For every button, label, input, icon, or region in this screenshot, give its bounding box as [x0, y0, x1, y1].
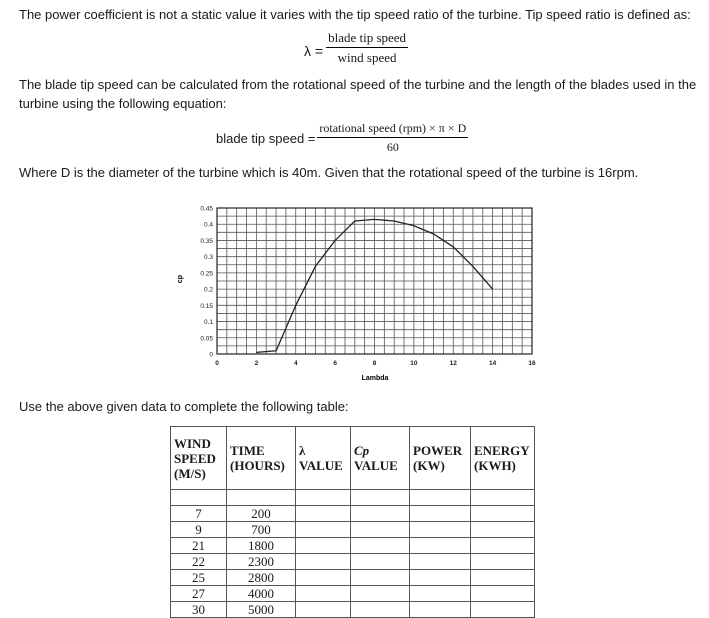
wind-speed-cell: 25	[171, 570, 227, 586]
table-row	[171, 602, 535, 618]
wind-speed-cell: 9	[171, 522, 227, 538]
table-row	[171, 554, 535, 570]
y-tick-label: 0.2	[203, 286, 213, 294]
time-cell: 2300	[227, 554, 296, 570]
cp-lambda-chart	[175, 193, 545, 388]
header-power: POWER (KW)	[410, 427, 471, 490]
fraction	[326, 30, 408, 66]
power-cell	[410, 602, 471, 618]
lambda-cell	[296, 570, 351, 586]
x-tick-labels	[215, 360, 536, 367]
wind-speed-cell: 7	[171, 506, 227, 522]
power-cell	[410, 570, 471, 586]
header-lambda-value: λ VALUE	[296, 427, 351, 490]
x-tick-label: 2	[254, 360, 259, 367]
y-tick-label: 0.1	[203, 319, 213, 327]
x-tick-label: 8	[372, 360, 377, 367]
energy-cell	[471, 586, 535, 602]
diameter-paragraph: Where D is the diameter of the turbine which is 40m. Given that the rotational speed of the turbine is 16rpm.	[19, 165, 639, 180]
wind-speed-cell: 21	[171, 538, 227, 554]
formula-lhs: blade tip speed =	[216, 130, 316, 146]
y-tick-label: 0	[209, 351, 213, 359]
y-tick-labels	[200, 206, 213, 359]
power-cell	[410, 586, 471, 602]
x-tick-label: 14	[489, 360, 497, 367]
time-cell: 5000	[227, 602, 296, 618]
x-axis-label: Lambda	[361, 375, 389, 382]
power-cell	[410, 506, 471, 522]
table-row	[171, 538, 535, 554]
time-cell: 1800	[227, 538, 296, 554]
lambda-cell	[296, 554, 351, 570]
y-tick-label: 0.3	[203, 254, 213, 262]
x-tick-label: 10	[410, 360, 418, 367]
y-tick-label: 0.4	[203, 221, 213, 229]
data-table	[170, 426, 535, 618]
power-cell	[410, 522, 471, 538]
table-body	[171, 506, 535, 618]
wind-speed-cell: 27	[171, 586, 227, 602]
tip-speed-ratio-formula	[304, 30, 408, 66]
blade-speed-paragraph: The blade tip speed can be calculated from the rotational speed of the turbine and the length of the blades used in the turbine using the following equation:	[19, 77, 697, 111]
energy-cell	[471, 602, 535, 618]
lambda-cell	[296, 522, 351, 538]
time-cell: 2800	[227, 570, 296, 586]
cp-cell	[351, 602, 410, 618]
x-tick-label: 0	[215, 360, 219, 367]
energy-cell	[471, 506, 535, 522]
denominator: 60	[386, 140, 399, 154]
time-cell: 200	[227, 506, 296, 522]
x-tick-label: 16	[528, 360, 536, 367]
x-tick-label: 12	[449, 360, 457, 367]
energy-cell	[471, 554, 535, 570]
time-cell: 700	[227, 522, 296, 538]
energy-cell	[471, 570, 535, 586]
energy-cell	[471, 522, 535, 538]
y-tick-label: 0.45	[200, 205, 213, 213]
cp-cell	[351, 538, 410, 554]
table-header-row	[171, 427, 535, 490]
cp-cell	[351, 586, 410, 602]
lambda-cell	[296, 538, 351, 554]
lambda-cell	[296, 586, 351, 602]
table-row	[171, 506, 535, 522]
header-wind-speed: WIND SPEED (M/S)	[171, 427, 227, 490]
cp-cell	[351, 554, 410, 570]
intro-paragraph: The power coefficient is not a static value it varies with the tip speed ratio of the turbine. Tip speed ratio is defined as:	[19, 7, 691, 22]
y-tick-label: 0.15	[200, 302, 213, 310]
formula-lhs: λ =	[304, 43, 324, 59]
numerator: blade tip speed	[326, 30, 408, 48]
time-cell: 4000	[227, 586, 296, 602]
y-tick-label: 0.35	[200, 237, 213, 245]
wind-speed-cell: 30	[171, 602, 227, 618]
lambda-cell	[296, 602, 351, 618]
energy-cell	[471, 538, 535, 554]
header-time: TIME (HOURS)	[227, 427, 296, 490]
y-tick-label: 0.25	[200, 270, 213, 278]
header-cp-value: Cp VALUE	[351, 427, 410, 490]
table-blank-row	[171, 490, 535, 506]
blade-tip-speed-formula	[216, 121, 468, 155]
header-energy: ENERGY (KWH)	[471, 427, 535, 490]
power-cell	[410, 538, 471, 554]
y-tick-label: 0.05	[200, 335, 213, 343]
table-row	[171, 522, 535, 538]
denominator: wind speed	[337, 50, 397, 65]
table-row	[171, 570, 535, 586]
cp-cell	[351, 570, 410, 586]
numerator: rotational speed (rpm) × π × D	[317, 121, 468, 138]
x-tick-label: 4	[293, 360, 298, 367]
instruction-paragraph: Use the above given data to complete the following table:	[19, 399, 349, 414]
x-tick-label: 6	[333, 360, 337, 367]
cp-cell	[351, 506, 410, 522]
fraction	[317, 121, 468, 155]
table-row	[171, 586, 535, 602]
wind-speed-cell: 22	[171, 554, 227, 570]
power-cell	[410, 554, 471, 570]
cp-cell	[351, 522, 410, 538]
lambda-cell	[296, 506, 351, 522]
y-axis-label: cp	[177, 274, 184, 284]
